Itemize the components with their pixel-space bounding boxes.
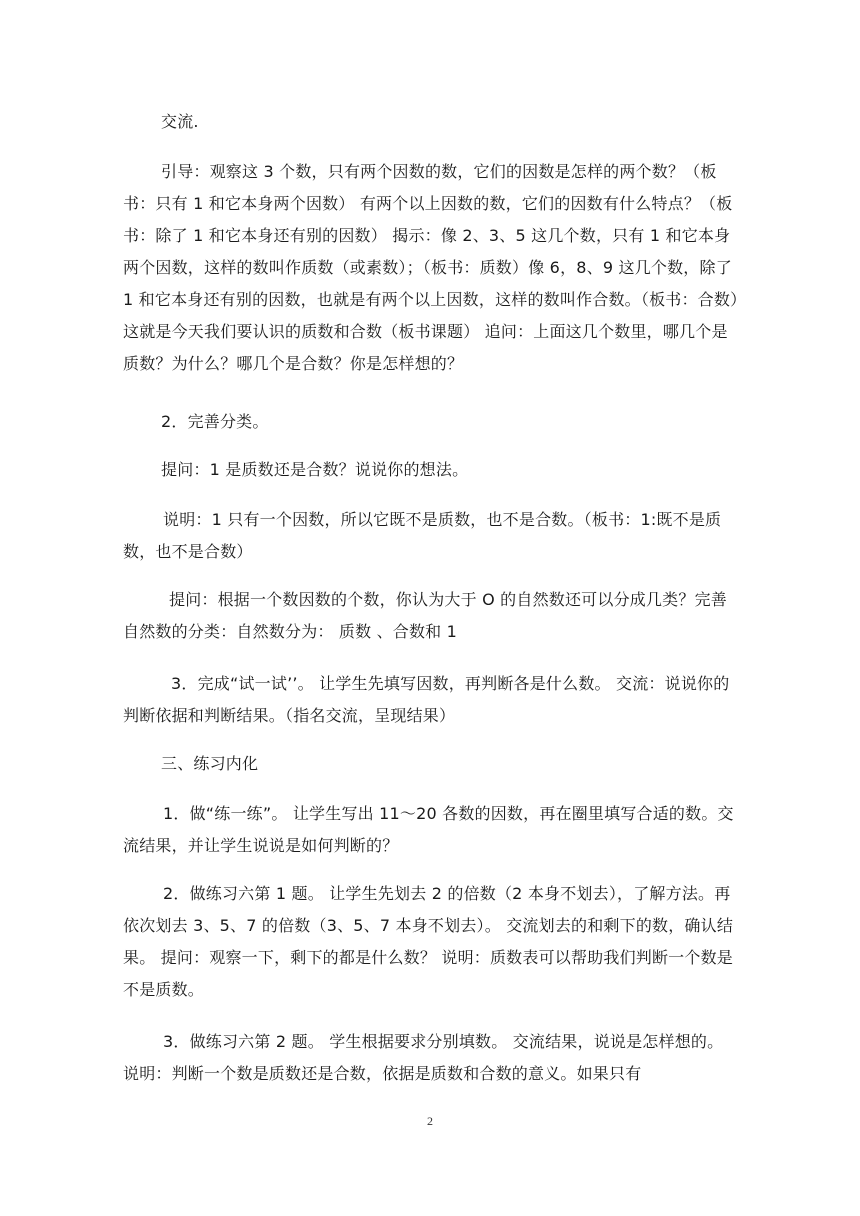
paragraph-text: 交流.	[161, 112, 199, 131]
paragraph-text: 3．做练习六第 2 题。 学生根据要求分别填数。 交流结果，说说是怎样想的。 说明：判断一个数是质数还是合数，依据是质数和合数的意义。如果只有	[123, 1032, 724, 1083]
paragraph-question-2	[123, 584, 739, 648]
paragraph-text: 提问：根据一个数因数的个数，你认为大于 O 的自然数还可以分成几类？完善自然数的分类：自然数分为： 质数 、合数和 1	[123, 590, 727, 641]
paragraph-item-3-try	[123, 668, 739, 732]
paragraph-text: 三、练习内化	[161, 754, 259, 773]
paragraph-question-1	[123, 454, 739, 486]
paragraph-text: 说明：1 只有一个因数，所以它既不是质数，也不是合数。（板书：1:既不是质数，也不是合数）	[123, 510, 722, 561]
paragraph-text: 2．完善分类。	[161, 412, 269, 431]
paragraph-text: 引导：观察这 3 个数，只有两个因数的数，它们的因数是怎样的两个数？（板书：只有 1 和它本身两个因数） 有两个以上因数的数，它们的因数有什么特点？（板书：除了 1 和它本身还有别的因数） 揭示：像 2、3、5 这几个数，只有 1 和它本身两个因数，这样的数叫作质数（或素数）；（板书：质数）像 6，8、9 这几个数，除了 1 和它本身还有别的因数，也就是有两个以上因数，这样的数叫作合数。（板书：合数）这就是今天我们要认识的质数和合数（板书课题） 追问：上面这几个数里，哪几个是质数？为什么？哪几个是合数？你是怎样想的？	[123, 162, 739, 373]
paragraph-item-2-heading	[123, 406, 739, 438]
paragraph-practice-2	[123, 878, 739, 1006]
paragraph-explain-1	[123, 504, 739, 568]
paragraph-text: 1．做“练一练”。 让学生写出 11～20 各数的因数，再在圈里填写合适的数。交流结果，并让学生说说是如何判断的？	[123, 804, 734, 855]
page-number: 2	[427, 1114, 433, 1128]
paragraph-text: 2．做练习六第 1 题。 让学生先划去 2 的倍数（2 本身不划去），了解方法。再依次划去 3、5、7 的倍数（3、5、7 本身不划去）。 交流划去的和剩下的数，确认结果。 提问：观察一下，剩下的都是什么数？ 说明：质数表可以帮助我们判断一个数是不是质数。	[123, 884, 734, 999]
paragraph-practice-3	[123, 1026, 739, 1090]
paragraph-text: 3．完成“试一试’’。 让学生先填写因数，再判断各是什么数。 交流：说说你的判断依据和判断结果。（指名交流，呈现结果）	[123, 674, 730, 725]
paragraph-exchange	[123, 106, 739, 138]
paragraph-text: 提问：1 是质数还是合数？说说你的想法。	[161, 460, 469, 479]
paragraph-guide	[123, 156, 739, 380]
paragraph-practice-1	[123, 798, 739, 862]
section-heading-practice	[123, 748, 739, 780]
